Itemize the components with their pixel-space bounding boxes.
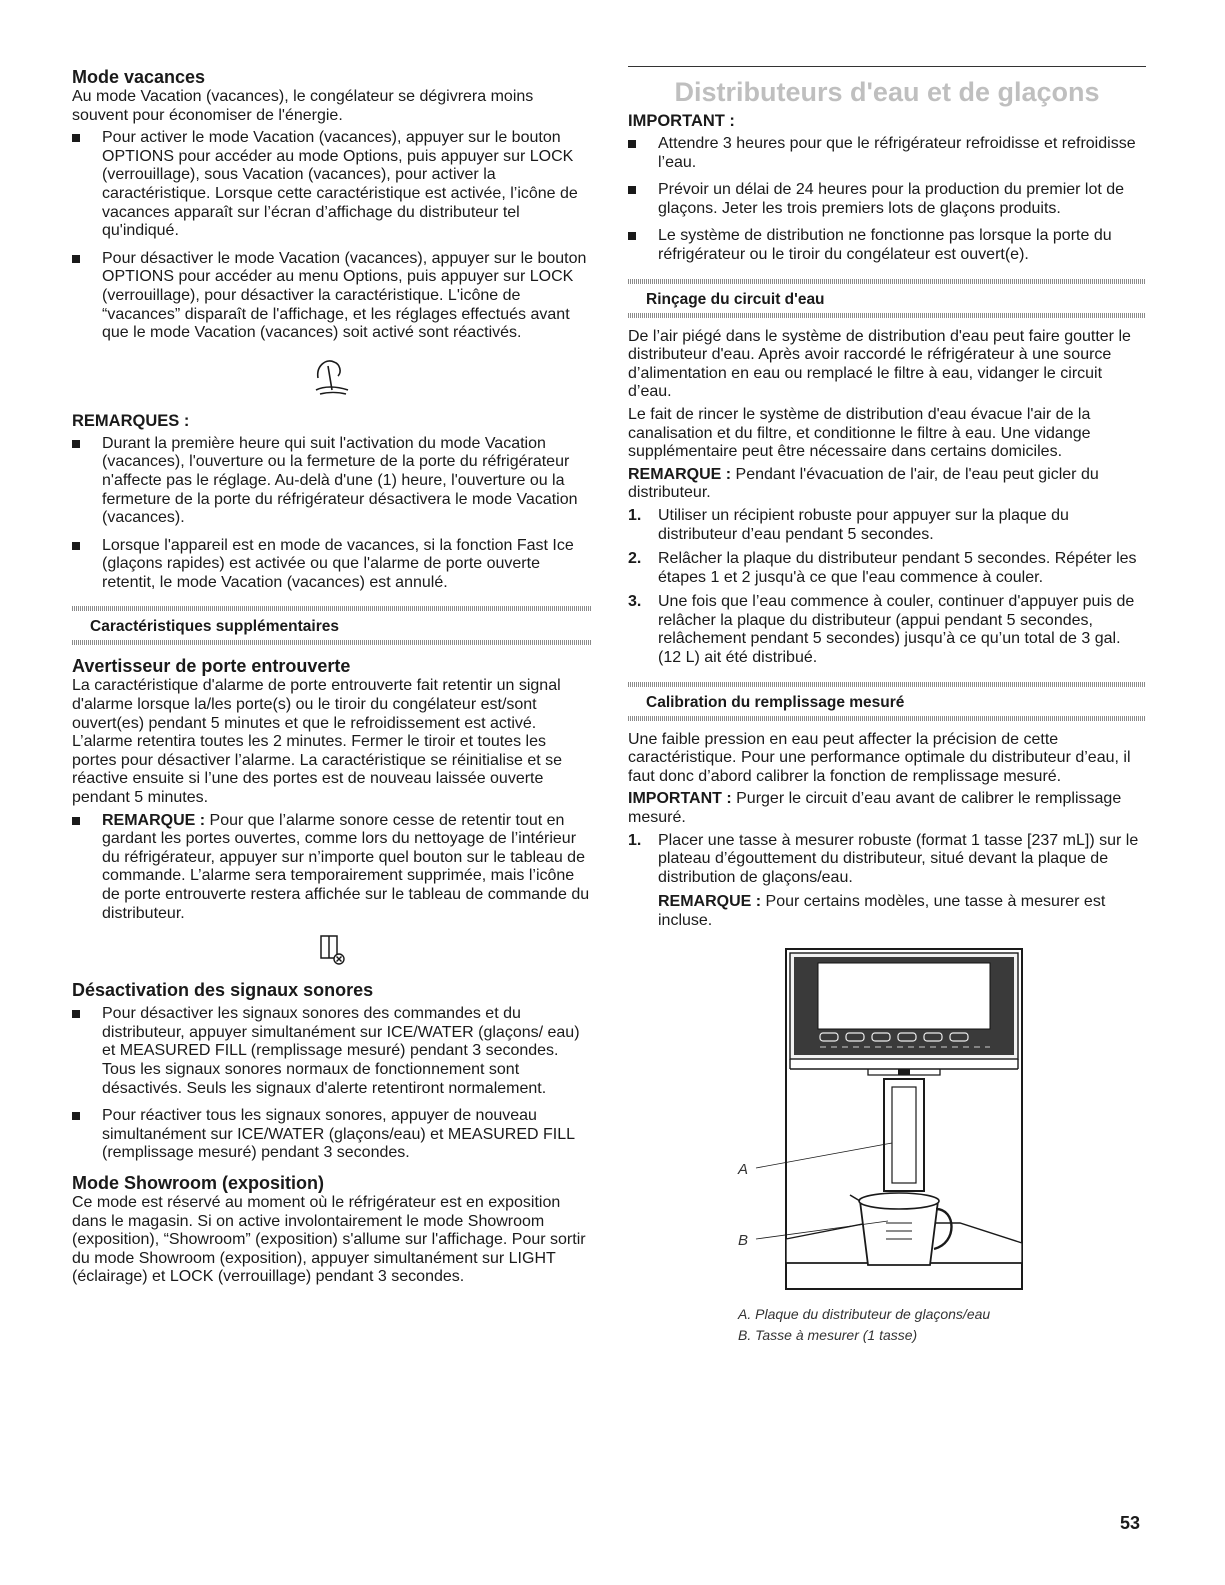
step-number: 2. <box>628 550 642 568</box>
door-ajar-icon <box>72 932 592 971</box>
showroom-heading: Mode Showroom (exposition) <box>72 1172 324 1193</box>
section-rule <box>628 66 1146 67</box>
remarks-list <box>72 435 592 593</box>
step-item <box>628 550 1146 587</box>
section-title: Distributeurs d'eau et de glaçons <box>674 77 1100 107</box>
page-number: 53 <box>1120 1513 1141 1533</box>
rinse-paragraph-2: Le fait de rincer le système de distribution d'eau évacue l'air de la canalisation et du filtre, et conditionne le filtre à eau. Une vidange supplémentaire peut être nécessaire dans certains domiciles. <box>628 405 1091 461</box>
note-text: Pour que l’alarme sonore cesse de retentir tout en gardant les portes ouvertes, comme lors du nettoyage de l’intérieur du réfrigérateur, appuyer sur n’importe quel bouton sur le tableau de commande. L’alarme sera temporairement supprimée, mais l’icône de porte entrouverte restera affichée sur le tableau de commande du distributeur. <box>102 811 590 922</box>
note-label: REMARQUE : <box>628 465 732 483</box>
calibration-steps <box>628 832 1146 888</box>
note-label: REMARQUE : <box>102 811 206 829</box>
vacation-heading: Mode vacances <box>72 67 206 87</box>
label-b: B <box>738 1231 749 1249</box>
important-list <box>628 135 1146 265</box>
list-item: Pour désactiver le mode Vacation (vacances), appuyer sur le bouton OPTIONS pour accéder au menu Options, puis appuyer sur LOCK (verrouillage), pour désactiver la caractéristique. L'icône de “vacances” disparaît de l'affichage, et les réglages effectués avant que le mode Vacation (vacances) soit activé sont réactivés. <box>72 250 592 343</box>
calibration-note <box>628 893 1146 930</box>
rinse-note <box>628 466 1146 503</box>
important-heading: IMPORTANT : <box>628 112 735 130</box>
step-text: Placer une tasse à mesurer robuste (format 1 tasse [237 mL]) sur le plateau d’égouttement du distributeur, situé devant la plaque de distribution de glaçons/eau. <box>658 831 1139 886</box>
step-text: Relâcher la plaque du distributeur pendant 5 secondes. Répéter les étapes 1 et 2 jusqu'à ce que l'eau commence à couler. <box>658 550 1137 586</box>
list-item: Pour désactiver les signaux sonores des commandes et du distributeur, appuyer simultanément sur ICE/WATER (glaçons/ eau) et MEASURED FILL (remplissage mesuré) pendant 3 secondes. Tous les signaux sonores normaux de fonctionnement sont désactivés. Seuls les signaux d'alerte retentiront normalement. <box>72 1005 592 1098</box>
list-item: Pour activer le mode Vacation (vacances), appuyer sur le bouton OPTIONS pour accéder au mode Options, puis appuyer sur LOCK (verrouillage), sous Vacation (vacances), pour activer la caractéristique. Lorsque cette caractéristique est activée, l’icône de vacances apparaît sur l’écran d’affichage du distributeur tel qu'indiqué. <box>72 129 592 241</box>
door-alarm-heading: Avertisseur de porte entrouverte <box>72 656 351 677</box>
calibration-title: Calibration du remplissage mesuré <box>646 693 905 711</box>
step-item <box>628 507 1146 544</box>
list-item: Le système de distribution ne fonctionne pas lorsque la porte du réfrigérateur ou le tiroir du congélateur est ouvert(e). <box>628 227 1146 264</box>
door-alarm-text: La caractéristique d'alarme de porte entrouverte fait retentir un signal d'alarme lorsque la/les porte(s) ou le tiroir du congélateur est/sont ouvert(es) pendant 5 minutes et que le refroidissement est activé. L’alarme retentira toutes les 2 minutes. Fermer le tiroir et toutes les portes pour désactiver l’alarme. La caractéristique se réinitialise et se réactive ensuite si l’une des portes est de nouveau laissée ouverte pendant 5 minutes. <box>72 677 563 807</box>
vacation-list <box>72 129 592 343</box>
note-label: REMARQUE : <box>658 893 762 911</box>
caption-a: A. Plaque du distributeur de glaçons/eau <box>738 1305 991 1322</box>
list-item: Pour réactiver tous les signaux sonores, appuyer de nouveau simultanément sur ICE/WATER (glaçons/eau) et MEASURED FILL (remplissage mesuré) pendant 3 secondes. <box>72 1107 592 1163</box>
list-item: Durant la première heure qui suit l'activation du mode Vacation (vacances), l'ouverture ou la fermeture de la porte du réfrigérateur n'affecte pas le réglage. Au-delà d'une (1) heure, l'ouverture ou la fermeture de la porte du réfrigérateur désactivera le mode Vacation (vacances). <box>72 435 592 528</box>
vacation-icon <box>72 352 592 403</box>
sounds-heading: Désactivation des signaux sonores <box>72 980 374 1001</box>
step-item <box>628 832 1146 888</box>
list-item <box>72 812 592 924</box>
list-item: Attendre 3 heures pour que le réfrigérateur refroidisse et refroidisse l’eau. <box>628 135 1146 172</box>
right-column <box>628 66 1146 1346</box>
important-text: Purger le circuit d’eau avant de calibrer le remplissage mesuré. <box>628 790 1122 827</box>
label-a: A <box>738 1160 749 1178</box>
rinse-title: Rinçage du circuit d'eau <box>646 290 825 308</box>
calibration-subheading <box>628 682 1146 721</box>
rinse-steps <box>628 507 1146 668</box>
caption-b: B. Tasse à mesurer (1 tasse) <box>738 1326 918 1343</box>
showroom-text: Ce mode est réservé au moment où le réfrigérateur est en exposition dans le magasin. Si on active involontairement le mode Showroom (exposition), “Showroom” (exposition) s'allume sur l'affichage. Pour sortir du mode Showroom (exposition), appuyer simultanément sur LIGHT (éclairage) et LOCK (verrouillage) pendant 3 secondes. <box>72 1193 586 1286</box>
step-number: 1. <box>628 831 642 849</box>
remarks-heading: REMARQUES : <box>72 411 190 430</box>
door-alarm-list <box>72 812 592 924</box>
rinse-subheading <box>628 279 1146 318</box>
rinse-paragraph-1: De l’air piégé dans le système de distribution d'eau peut faire goutter le distributeur d'eau. Après avoir raccordé le réfrigérateur à une source d’alimentation en eau ou remplacé le filtre à eau, vidanger le circuit d’eau. <box>628 327 1131 401</box>
step-text: Une fois que l’eau commence à couler, continuer d'appuyer puis de relâcher la plaque du distributeur (appui pendant 5 secondes, relâchement pendant 5 secondes) jusqu’à ce qu’un total de 3 gal. (12 L) ait été distribué. <box>658 593 1135 667</box>
step-number: 1. <box>628 506 642 524</box>
list-item: Lorsque l'appareil est en mode de vacances, si la fonction Fast Ice (glaçons rapides) est activée ou que l'alarme de porte ouverte retentit, le mode Vacation (vacances) est annulé. <box>72 537 592 593</box>
extra-features-title: Caractéristiques supplémentaires <box>90 618 339 636</box>
note-text: Pour certains modèles, une tasse à mesurer est incluse. <box>658 893 1106 929</box>
extra-features-subheading <box>72 606 592 645</box>
calibration-paragraph: Une faible pression en eau peut affecter la précision de cette caractéristique. Pour une performance optimale du distributeur d’eau, il faut donc d’abord calibrer la fonction de remplissage mesuré. <box>628 730 1131 785</box>
note-text: Pendant l'évacuation de l'air, de l'eau peut gicler du distributeur. <box>628 465 1099 502</box>
dispenser-figure <box>728 943 1146 1304</box>
left-column <box>72 66 592 1291</box>
sounds-list <box>72 1005 592 1163</box>
step-number: 3. <box>628 593 642 611</box>
important-label: IMPORTANT : <box>628 790 732 808</box>
step-item <box>628 593 1146 667</box>
step-text: Utiliser un récipient robuste pour appuyer sur la plaque du distributeur d’eau pendant 5 secondes. <box>658 506 1069 543</box>
calibration-important <box>628 790 1146 827</box>
vacation-intro: Au mode Vacation (vacances), le congélateur se dégivrera moins souvent pour économiser de l'énergie. <box>72 88 534 124</box>
list-item: Prévoir un délai de 24 heures pour la production du premier lot de glaçons. Jeter les trois premiers lots de glaçons produits. <box>628 181 1146 218</box>
